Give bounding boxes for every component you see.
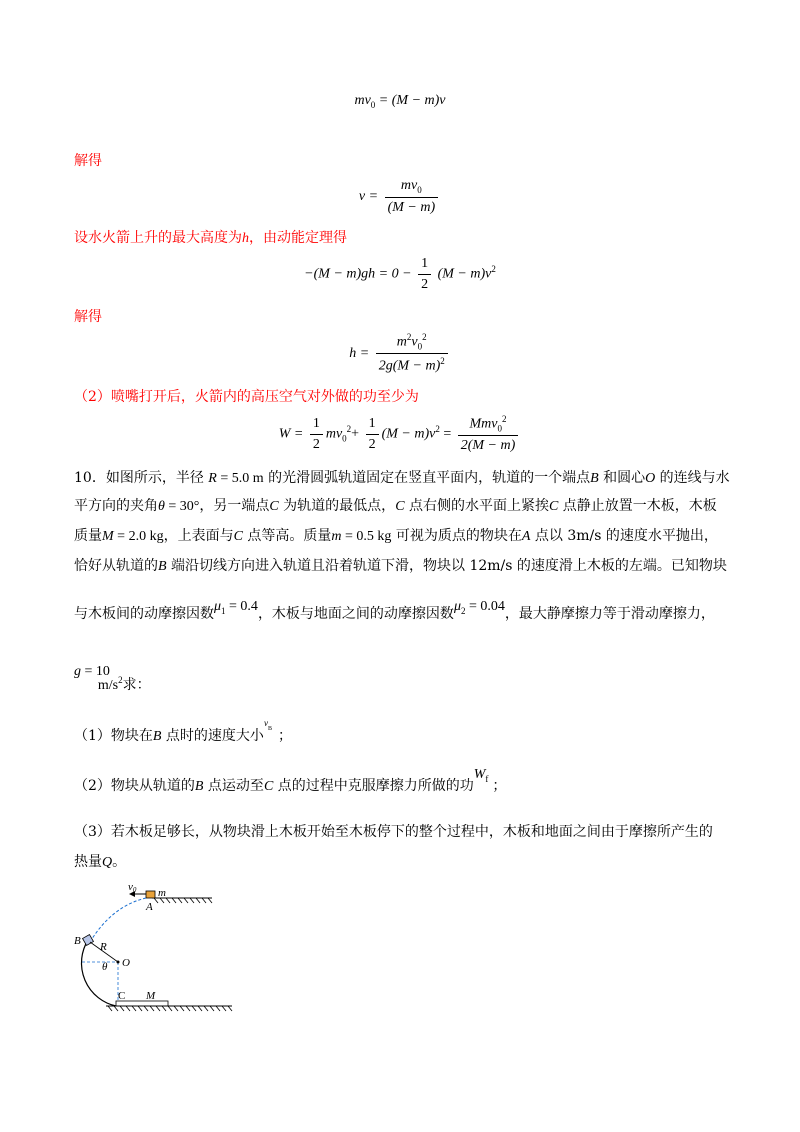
eq2-fraction [385, 178, 439, 216]
height-intro [74, 227, 347, 247]
p-l2a: 平方向的夹角 [74, 498, 158, 514]
question-1 [74, 718, 292, 753]
eq3-den: 2 [421, 277, 429, 292]
p-l5a: 与木板间的动摩擦因数 [74, 606, 214, 622]
p-R: R [208, 471, 217, 486]
height-intro-a: 设水火箭上升的最大高度为 [74, 230, 242, 246]
problem-line-6 [74, 663, 151, 693]
eq3-lhs: −(M − m)gh = 0 − [304, 266, 416, 282]
part2-heading: （2）喷嘴打开后，火箭内的高压空气对外做的功至少为 [74, 389, 419, 405]
label-O: O [122, 957, 130, 969]
p-g-sup: 2 [118, 675, 123, 685]
p-A: A [521, 529, 531, 544]
q1b: 点时的速度大小 [161, 728, 264, 744]
p-l3e: 点以 3m/s 的速度水平抛出， [530, 528, 718, 544]
eq4-lhs: h = [349, 345, 370, 361]
eq5-lhs: W = [278, 426, 304, 442]
eq1-left: mv [354, 93, 371, 108]
eq5-frac3 [458, 414, 519, 454]
p-C4: C [233, 529, 243, 544]
q2-B: B [194, 779, 204, 794]
eq5-plus: + [351, 426, 360, 442]
label-m: m [158, 887, 166, 899]
p-theta-val: = 30° [164, 499, 200, 514]
eq4-fraction [376, 332, 448, 375]
p-R-unit: m [249, 471, 264, 486]
eq5-frac1-den: 2 [312, 436, 320, 452]
eq5-frac1 [310, 416, 323, 453]
p-g: g [74, 663, 81, 679]
problem-line-4 [74, 556, 727, 577]
center-O [117, 961, 120, 964]
eq5-equals: = [439, 426, 455, 442]
eq2-lhs: v = [358, 189, 379, 205]
eq5-frac1-num: 1 [310, 416, 323, 435]
p-l3b: ，上表面与 [163, 528, 234, 544]
p-l2e: 点静止放置一木板，木板 [558, 498, 717, 514]
p-C2: C [395, 499, 405, 514]
p-M: M [102, 529, 114, 544]
p-g-val: = 10 [81, 663, 110, 679]
p-m-unit: kg [373, 529, 392, 544]
p-mu1-val: = 0.4 [225, 599, 258, 614]
p-C: C [269, 499, 279, 514]
q2-W: W [473, 767, 486, 782]
p-m: m [331, 529, 342, 544]
eq5-t1-sub: 0 [342, 433, 347, 444]
p-l1c: 和圆心 [598, 470, 646, 486]
q1-B: B [152, 729, 162, 744]
p-l2d: 点右侧的水平面上紧挨 [404, 498, 549, 514]
label-v0: v0 [128, 881, 137, 894]
label-M: M [146, 990, 156, 1002]
eq4-num-m: m [396, 334, 407, 350]
equation-velocity [0, 178, 800, 216]
solve-label-2: 解得 [74, 309, 102, 325]
q2b: 点运动至 [203, 778, 264, 794]
eq1-sub: 0 [370, 99, 376, 110]
q1c: ； [277, 728, 292, 744]
question-3-line-2 [74, 852, 126, 873]
height-intro-b: ，由动能定理得 [249, 230, 347, 246]
trajectory [90, 898, 146, 942]
p-l1d: 的连线与水 [655, 470, 730, 486]
q3c: 。 [112, 854, 127, 870]
p-l6b: 求： [122, 676, 151, 693]
p-l1a: 10．如图所示，半径 [74, 470, 209, 486]
eq2-den: (M − m) [387, 199, 436, 215]
p-m-val: = 0.5 [341, 529, 374, 544]
eq5-t1-sup: 2 [346, 423, 352, 434]
problem-line-5 [74, 599, 715, 629]
eq5-frac2-den: 2 [368, 436, 376, 452]
p-l1b: 的光滑圆弧轨道固定在竖直平面内，轨道的一个端点 [263, 470, 591, 486]
eq4-den: 2g(M − m) [378, 359, 441, 375]
p-Rval: = 5.0 [216, 471, 250, 486]
p-l5c: ，最大静摩擦力等于滑动摩擦力， [504, 606, 715, 622]
question-2 [74, 767, 507, 801]
eq3-fraction [418, 256, 431, 293]
eq5-frac3-den: 2(M − m) [460, 438, 516, 454]
p-O: O [645, 471, 656, 486]
problem-line-1 [74, 468, 730, 489]
label-theta: θ [102, 961, 108, 973]
p-l4b: 端沿切线方向进入轨道且沿着轨道下滑，物块以 12m/s 的速度滑上木板的左端。已知物块 [166, 558, 727, 574]
eq3-sup: 2 [491, 264, 496, 275]
block-at-B [83, 935, 94, 946]
p-l5b: ，木板与地面之间的动摩擦因数 [257, 606, 454, 622]
p-l2b: ，另一端点 [199, 498, 270, 514]
eq4-num-v: v [411, 334, 418, 350]
p-C3: C [548, 499, 559, 514]
eq2-num: mv [400, 178, 418, 193]
eq1-right: = (M − m)v [375, 93, 446, 108]
q2c: 点的过程中克服摩擦力所做的功 [273, 778, 474, 794]
q1a: （1）物块在 [74, 728, 153, 744]
p-M-val: = 2.0 [113, 529, 147, 544]
equation-height [0, 332, 800, 375]
eq4-den-sup: 2 [440, 356, 445, 367]
p-theta: θ [158, 499, 165, 514]
p-mu2-sub: 2 [460, 605, 466, 616]
label-C: C [118, 990, 126, 1002]
eq5-t1: mv [325, 426, 343, 442]
p-mu2-val: = 0.04 [465, 599, 505, 614]
solve-label-1: 解得 [74, 153, 102, 169]
eq5-frac3-num: Mmv [469, 416, 498, 432]
eq3-rhs: (M − m)v [437, 266, 492, 282]
eq5-frac2-num: 1 [366, 416, 379, 435]
question-3-line-1: （3）若木板足够长，从物块滑上木板开始至木板停下的整个过程中，木板和地面之间由于摩擦所产生的 [74, 824, 713, 840]
eq4-num-v-sup: 2 [422, 332, 427, 342]
problem-line-3 [74, 526, 718, 547]
block-m [146, 891, 155, 898]
eq4-num-m-sup: 2 [406, 332, 412, 342]
q1-v: v [263, 718, 268, 728]
equation-kinetic-energy [0, 256, 800, 293]
p-l4a: 恰好从轨道的 [74, 558, 158, 574]
eq4-num-v-sub: 0 [417, 341, 423, 352]
equation-momentum [0, 93, 800, 110]
p-mu1: μ [214, 599, 222, 614]
q1-v-sub: B [267, 725, 272, 732]
eq5-frac3-num-sub: 0 [497, 423, 502, 434]
eq2-num-sub: 0 [417, 184, 422, 195]
q2d: ； [492, 778, 507, 794]
q3b: 热量 [74, 854, 102, 870]
p-M-unit: kg [146, 529, 164, 544]
p-l3d: 可视为质点的物块在 [391, 528, 522, 544]
problem-line-2 [74, 496, 717, 517]
label-A: A [146, 901, 153, 913]
p-B2: B [158, 559, 167, 574]
p-mu2: μ [453, 599, 461, 614]
equation-work [0, 414, 800, 454]
q2-W-sub: f [485, 773, 489, 784]
eq5-t2-sup: 2 [435, 423, 440, 434]
p-l3c: 点等高。质量 [242, 528, 332, 544]
height-symbol: h [242, 231, 249, 246]
q2a: （2）物块从轨道的 [74, 778, 195, 794]
ground-bottom-hatch [108, 1006, 232, 1011]
problem-figure [72, 878, 252, 1028]
q3-Q: Q [102, 855, 113, 870]
eq3-num: 1 [418, 256, 431, 275]
label-R: R [100, 941, 107, 953]
p-mu1-sub: 1 [221, 605, 226, 616]
eq5-frac2 [366, 416, 379, 453]
p-l2c: 为轨道的最低点， [278, 498, 396, 514]
label-B: B [74, 935, 81, 947]
p-g-unit: m/s [97, 677, 119, 693]
arc-track [81, 940, 116, 1006]
q2-C: C [263, 779, 274, 794]
eq5-t2: (M − m)v [381, 426, 436, 442]
p-B: B [590, 471, 599, 486]
eq5-frac3-num-sup: 2 [502, 414, 507, 424]
p-l3a: 质量 [74, 528, 102, 544]
